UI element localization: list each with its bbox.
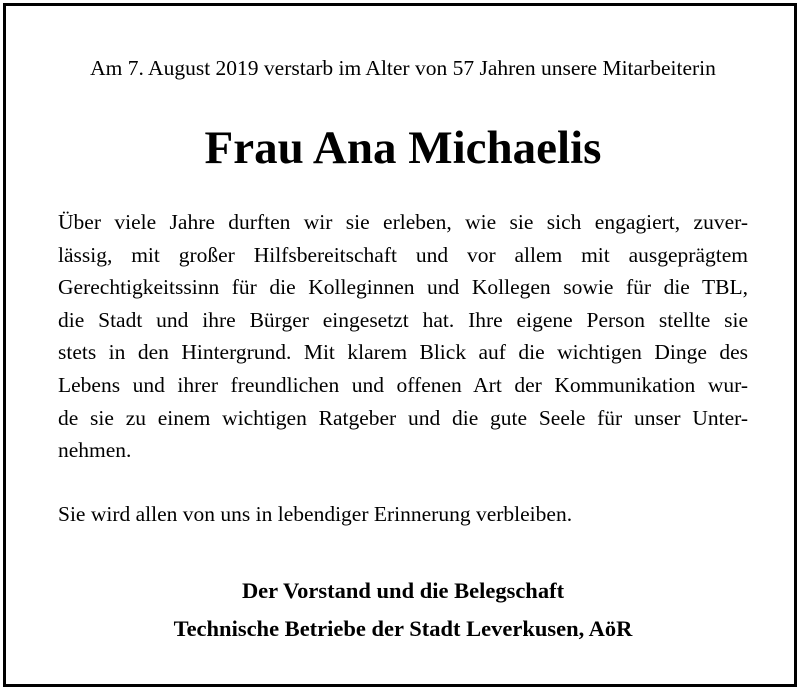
deceased-name: Frau Ana Michaelis [204, 122, 602, 174]
closing-sentence: Sie wird allen von uns in lebendiger Erinnerung verbleiben. [58, 502, 573, 526]
intro-text: Am 7. August 2019 verstarb im Alter von 57 Jahren unsere Mitarbeiterin [90, 56, 716, 80]
body-paragraph [58, 206, 748, 467]
body-line: stets in den Hintergrund. Mit klarem Blick auf die wichtigen Dinge des [58, 340, 748, 365]
body-line: Lebens und ihrer freundlichen und offenen Art der Kommunikation wur- [58, 372, 748, 397]
body-line: Gerechtigkeitssinn für die Kolleginnen und Kollegen sowie für die TBL, [58, 275, 748, 300]
obituary-notice [3, 3, 797, 687]
body-line: Über viele Jahre durften wir sie erleben, wie sie sich engagiert, zuver- [58, 210, 748, 234]
body-line: nehmen. [58, 438, 132, 463]
signature-line-1: Der Vorstand und die Belegschaft [241, 578, 565, 603]
body-line: lässig, mit großer Hilfsbereitschaft und vor allem mit ausgeprägtem [58, 242, 748, 267]
body-line: die Stadt und ihre Bürger eingesetzt hat. Ihre eigene Person stellte sie [58, 307, 748, 332]
signature-line-2: Technische Betriebe der Stadt Leverkusen, AöR [173, 616, 633, 641]
body-line: de sie zu einem wichtigen Ratgeber und die gute Seele für unser Unter- [58, 405, 748, 430]
